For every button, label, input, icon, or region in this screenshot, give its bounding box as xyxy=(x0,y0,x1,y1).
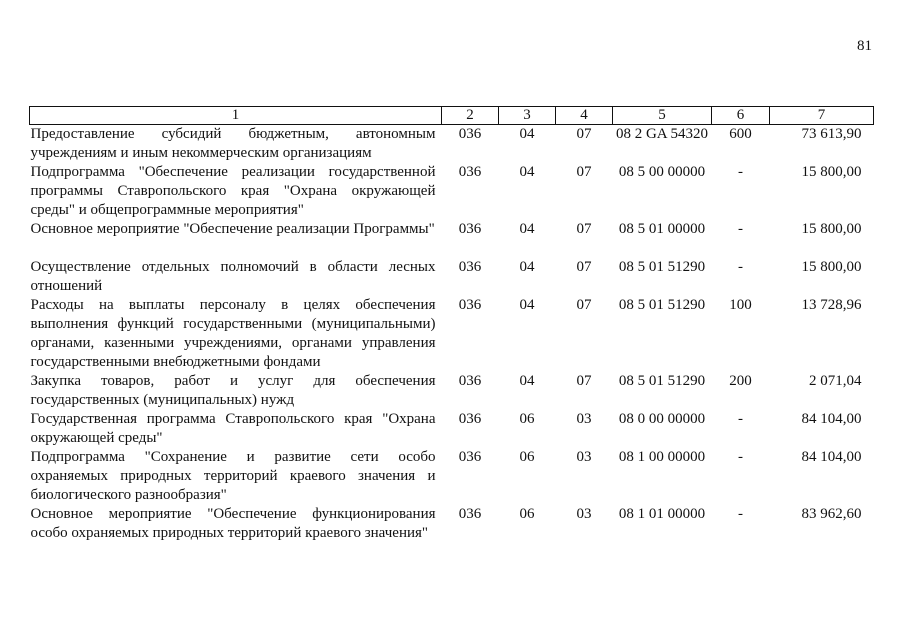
page-number: 81 xyxy=(857,38,872,54)
header-row xyxy=(30,107,874,125)
table-row xyxy=(30,163,874,220)
row-target-article: 08 2 GA 54320 xyxy=(615,126,709,142)
row-subsection-code: 07 xyxy=(576,221,592,237)
header-col-6: 6 xyxy=(712,107,770,125)
row-target-article: 08 1 01 00000 xyxy=(618,506,706,522)
row-target-article: 08 5 01 51290 xyxy=(618,259,706,275)
table-row xyxy=(30,448,874,505)
row-section-code: 06 xyxy=(519,411,535,427)
row-section-code: 04 xyxy=(519,259,535,275)
row-section-code: 04 xyxy=(519,221,535,237)
row-subsection-code: 03 xyxy=(576,506,592,522)
header-col-5: 5 xyxy=(613,107,712,125)
table-row xyxy=(30,505,874,543)
row-subsection-code: 03 xyxy=(576,411,592,427)
row-amount: 15 800,00 xyxy=(801,221,862,237)
table-body xyxy=(30,125,874,544)
row-name: Расходы на выплаты персоналу в целях обеспечения выполнения функций государственными (муниципальными) органами, казенными учреждениями, органами управления государственными внебюджетными фондами xyxy=(30,297,436,370)
row-target-article: 08 5 01 51290 xyxy=(618,297,706,313)
row-section-code: 04 xyxy=(519,164,535,180)
row-name: Закупка товаров, работ и услуг для обеспечения государственных (муниципальных) нужд xyxy=(30,373,436,408)
row-name: Подпрограмма "Обеспечение реализации государственной программы Ставропольского края "Охрана окружающей среды" и общепрограммные мероприятия" xyxy=(30,164,436,218)
header-col-7: 7 xyxy=(770,107,874,125)
row-expense-type: - xyxy=(738,221,743,237)
row-name: Государственная программа Ставропольского края "Охрана окружающей среды" xyxy=(30,411,436,446)
row-amount: 83 962,60 xyxy=(801,506,862,522)
row-target-article: 08 5 00 00000 xyxy=(618,164,706,180)
row-expense-type: - xyxy=(738,411,743,427)
row-section-code: 04 xyxy=(519,297,535,313)
row-target-article: 08 5 01 00000 xyxy=(618,221,706,237)
row-subsection-code: 07 xyxy=(576,297,592,313)
row-expense-type: - xyxy=(738,164,743,180)
header-col-2: 2 xyxy=(442,107,499,125)
table-row xyxy=(30,220,874,258)
table-row xyxy=(30,410,874,448)
row-ministry-code: 036 xyxy=(458,221,482,237)
row-name: Основное мероприятие "Обеспечение функционирования особо охраняемых природных территорий краевого значения" xyxy=(30,506,436,541)
table-row xyxy=(30,125,874,164)
row-name: Подпрограмма "Сохранение и развитие сети особо охраняемых природных территорий краевого значения и биологического разнообразия" xyxy=(30,449,436,503)
row-expense-type: - xyxy=(738,449,743,465)
header-col-4: 4 xyxy=(556,107,613,125)
row-name: Предоставление субсидий бюджетным, автономным учреждениям и иным некоммерческим организациям xyxy=(30,126,436,161)
row-target-article: 08 5 01 51290 xyxy=(618,373,706,389)
row-section-code: 06 xyxy=(519,506,535,522)
row-subsection-code: 07 xyxy=(576,126,592,142)
row-section-code: 04 xyxy=(519,373,535,389)
row-ministry-code: 036 xyxy=(458,126,482,142)
row-subsection-code: 07 xyxy=(576,259,592,275)
row-amount: 13 728,96 xyxy=(801,297,862,313)
row-expense-type: 200 xyxy=(729,373,752,389)
row-ministry-code: 036 xyxy=(458,297,482,313)
row-target-article: 08 0 00 00000 xyxy=(618,411,706,427)
table-header xyxy=(30,107,874,125)
row-expense-type: - xyxy=(738,259,743,275)
table-row xyxy=(30,258,874,296)
row-section-code: 06 xyxy=(519,449,535,465)
row-ministry-code: 036 xyxy=(458,411,482,427)
row-amount: 84 104,00 xyxy=(801,411,862,427)
row-ministry-code: 036 xyxy=(458,506,482,522)
row-amount: 15 800,00 xyxy=(801,164,862,180)
row-section-code: 04 xyxy=(519,126,535,142)
row-amount: 73 613,90 xyxy=(801,126,862,142)
table-row xyxy=(30,296,874,372)
row-expense-type: - xyxy=(738,506,743,522)
row-expense-type: 100 xyxy=(729,297,752,313)
row-subsection-code: 03 xyxy=(576,449,592,465)
row-expense-type: 600 xyxy=(729,126,752,142)
row-name: Основное мероприятие "Обеспечение реализации Программы" xyxy=(30,221,435,237)
row-target-article: 08 1 00 00000 xyxy=(618,449,706,465)
row-ministry-code: 036 xyxy=(458,373,482,389)
header-col-3: 3 xyxy=(499,107,556,125)
row-subsection-code: 07 xyxy=(576,373,592,389)
row-amount: 2 071,04 xyxy=(809,373,862,389)
row-ministry-code: 036 xyxy=(458,164,482,180)
row-name: Осуществление отдельных полномочий в области лесных отношений xyxy=(30,259,436,294)
row-subsection-code: 07 xyxy=(576,164,592,180)
row-ministry-code: 036 xyxy=(458,259,482,275)
budget-table xyxy=(29,106,874,543)
header-col-1: 1 xyxy=(30,107,442,125)
row-ministry-code: 036 xyxy=(458,449,482,465)
row-amount: 84 104,00 xyxy=(801,449,862,465)
row-amount: 15 800,00 xyxy=(801,259,862,275)
table-row xyxy=(30,372,874,410)
